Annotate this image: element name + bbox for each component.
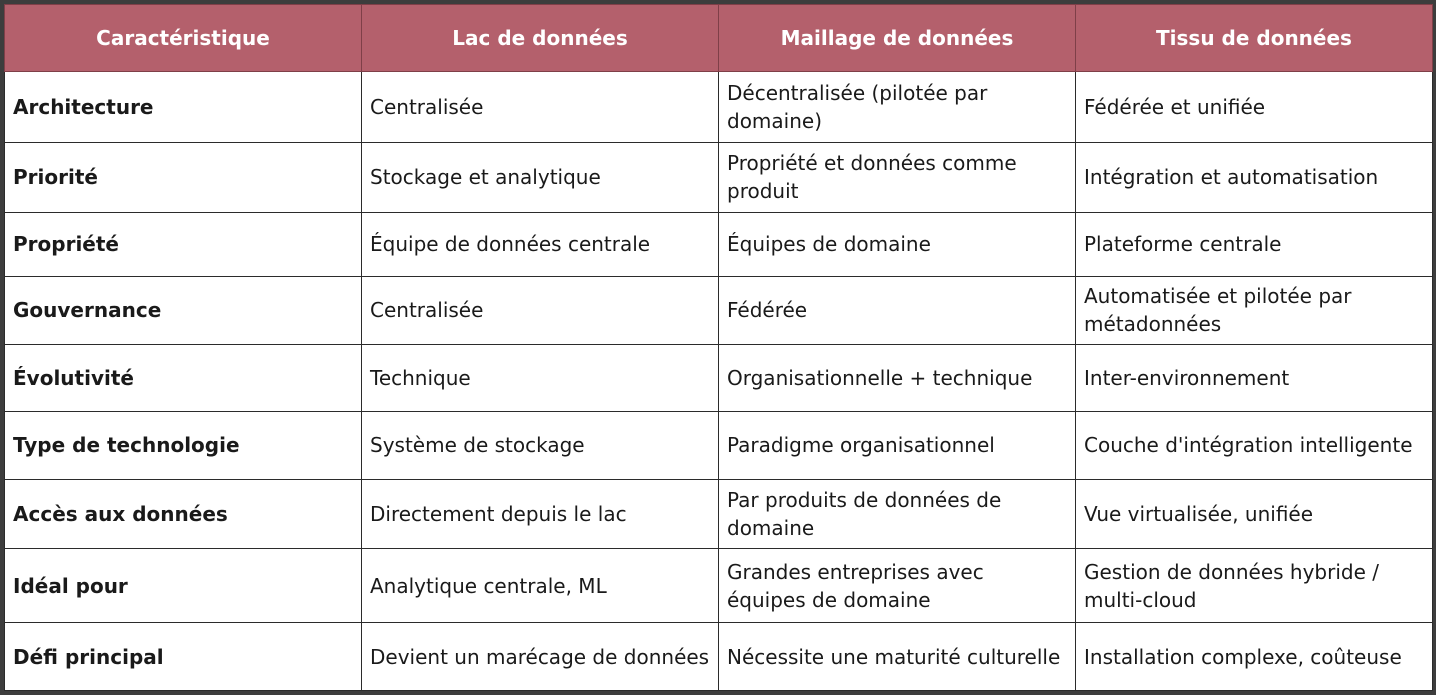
row-feature: Idéal pour [5,548,362,623]
cell-data-fabric: Inter-environnement [1076,345,1433,412]
cell-data-lake: Centralisée [362,72,719,143]
table-row [5,72,1433,143]
table-row [5,276,1433,345]
header-data-mesh: Maillage de données [719,5,1076,72]
table-row [5,142,1433,213]
row-feature: Gouvernance [5,276,362,345]
row-feature: Accès aux données [5,480,362,549]
cell-data-fabric: Gestion de données hybride / multi-cloud [1076,548,1433,623]
cell-data-fabric: Intégration et automatisation [1076,142,1433,213]
cell-data-mesh: Propriété et données comme produit [719,142,1076,213]
header-data-fabric: Tissu de données [1076,5,1433,72]
row-feature: Architecture [5,72,362,143]
table-row [5,548,1433,623]
table-body [5,72,1433,691]
row-feature: Priorité [5,142,362,213]
table-row [5,213,1433,277]
cell-data-lake: Devient un marécage de données [362,623,719,691]
row-feature: Propriété [5,213,362,277]
table-row [5,480,1433,549]
cell-data-fabric: Couche d'intégration intelligente [1076,411,1433,480]
cell-data-mesh: Équipes de domaine [719,213,1076,277]
cell-data-mesh: Organisationnelle + technique [719,345,1076,412]
row-feature: Défi principal [5,623,362,691]
cell-data-lake: Système de stockage [362,411,719,480]
cell-data-lake: Stockage et analytique [362,142,719,213]
cell-data-lake: Technique [362,345,719,412]
table-row [5,411,1433,480]
cell-data-mesh: Grandes entreprises avec équipes de domaine [719,548,1076,623]
row-feature: Type de technologie [5,411,362,480]
cell-data-lake: Analytique centrale, ML [362,548,719,623]
cell-data-fabric: Plateforme centrale [1076,213,1433,277]
header-characteristic: Caractéristique [5,5,362,72]
header-data-lake: Lac de données [362,5,719,72]
cell-data-lake: Centralisée [362,276,719,345]
table-row [5,345,1433,412]
table-row [5,623,1433,691]
cell-data-lake: Directement depuis le lac [362,480,719,549]
row-feature: Évolutivité [5,345,362,412]
cell-data-mesh: Paradigme organisationnel [719,411,1076,480]
comparison-table [4,4,1433,691]
cell-data-mesh: Par produits de données de domaine [719,480,1076,549]
cell-data-fabric: Vue virtualisée, unifiée [1076,480,1433,549]
cell-data-fabric: Automatisée et pilotée par métadonnées [1076,276,1433,345]
cell-data-fabric: Fédérée et unifiée [1076,72,1433,143]
table-header [5,5,1433,72]
header-row [5,5,1433,72]
cell-data-mesh: Décentralisée (pilotée par domaine) [719,72,1076,143]
cell-data-mesh: Fédérée [719,276,1076,345]
cell-data-mesh: Nécessite une maturité culturelle [719,623,1076,691]
cell-data-fabric: Installation complexe, coûteuse [1076,623,1433,691]
cell-data-lake: Équipe de données centrale [362,213,719,277]
